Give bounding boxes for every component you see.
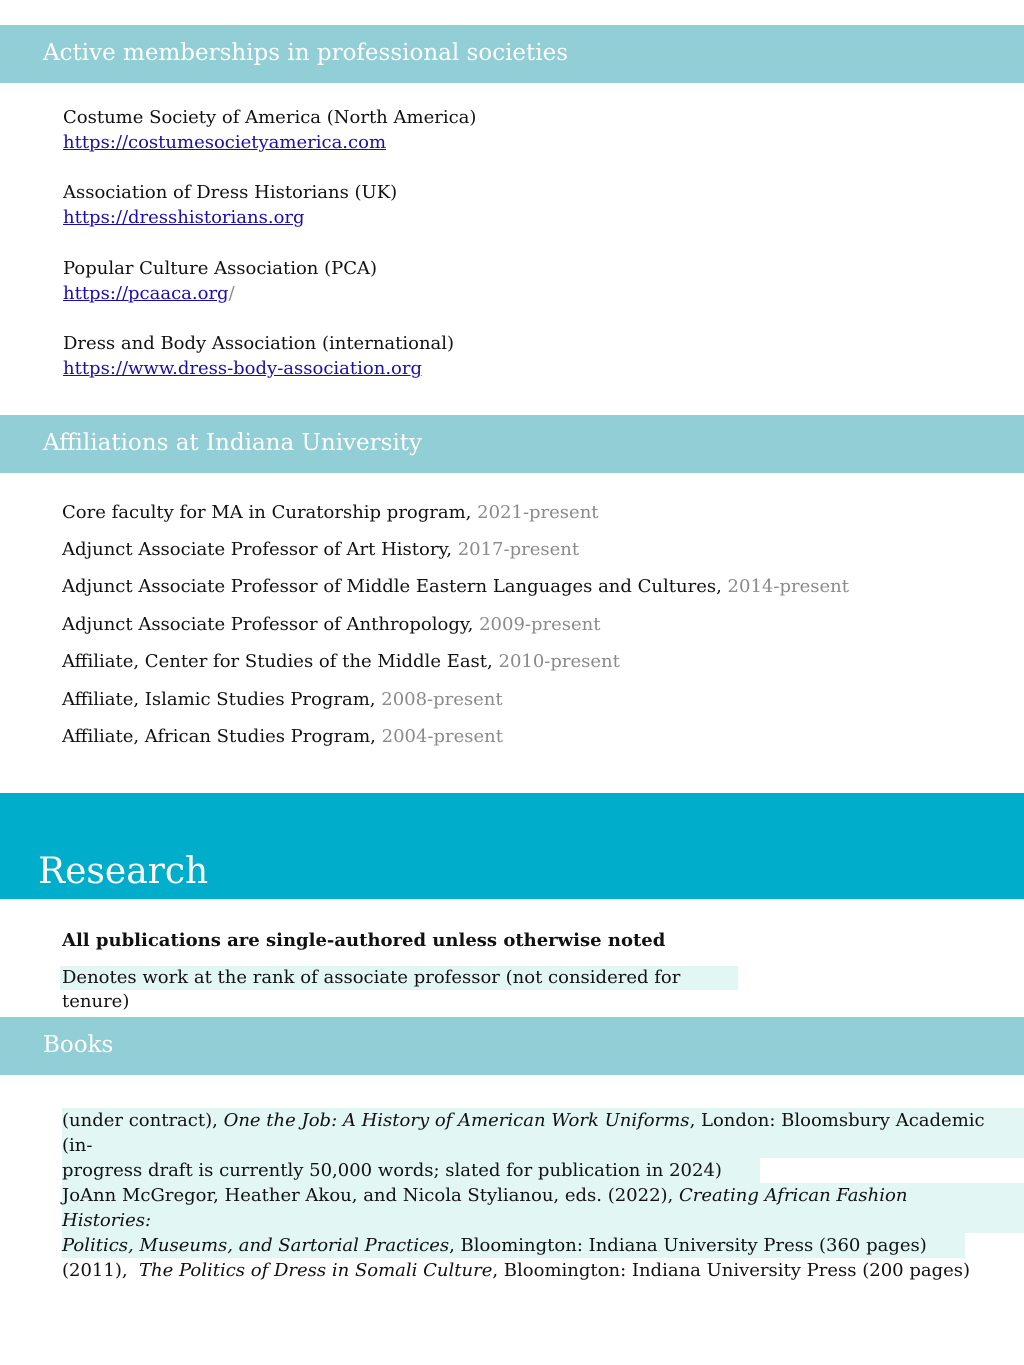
book-text: , Bloomington: Indiana University Press (200 pages) [492, 1260, 971, 1281]
affiliation-role: Adjunct Associate Professor of Art History, [62, 539, 452, 560]
membership-link[interactable]: https://costumesocietyamerica.com [63, 132, 387, 153]
book-entry [62, 1258, 970, 1283]
book-title: The Politics of Dress in Somali Culture [139, 1260, 493, 1281]
membership-item [63, 105, 476, 155]
book-text: (2011), [62, 1260, 140, 1281]
link-suffix: / [228, 283, 235, 304]
affiliation-years: 2009-present [479, 614, 601, 635]
memberships-header [0, 25, 1024, 83]
affiliation-role: Adjunct Associate Professor of Anthropology, [62, 614, 474, 635]
affiliations-header [0, 415, 1024, 473]
affiliation-years: 2008-present [381, 689, 503, 710]
book-text: JoAnn McGregor, Heather Akou, and Nicola Stylianou, eds. (2022), [62, 1185, 680, 1206]
affiliation-item [62, 576, 849, 597]
affiliation-item [62, 689, 503, 710]
membership-link[interactable]: https://dresshistorians.org [63, 207, 305, 228]
affiliation-role: Affiliate, Islamic Studies Program, [62, 689, 376, 710]
affiliation-years: 2021-present [477, 502, 599, 523]
membership-name: Popular Culture Association (PCA) [63, 258, 378, 279]
book-entry [62, 1108, 1024, 1183]
membership-name: Costume Society of America (North America) [63, 107, 477, 128]
affiliation-role: Affiliate, African Studies Program, [62, 726, 376, 747]
affiliation-item [62, 651, 620, 672]
affiliation-item [62, 614, 601, 635]
highlight-legend: Denotes work at the rank of associate professor (not considered for tenure) [60, 966, 738, 990]
book-text: (under contract), [62, 1110, 224, 1131]
book-title: Creating African Fashion Histories: [62, 1185, 908, 1231]
book-line [62, 1108, 1024, 1158]
book-text: , Bloomington: Indiana University Press (360 pages) [449, 1235, 927, 1256]
affiliation-item [62, 502, 599, 523]
affiliation-item [62, 726, 503, 747]
affiliation-years: 2017-present [457, 539, 580, 560]
affiliation-item [62, 539, 579, 560]
membership-item [63, 180, 397, 230]
book-entry [62, 1183, 1024, 1258]
membership-link[interactable]: https://pcaaca.org [63, 283, 229, 304]
affiliation-years: 2004-present [381, 726, 504, 747]
affiliation-years: 2014-present [727, 576, 849, 597]
books-header [0, 1017, 1024, 1075]
membership-link[interactable]: https://www.dress-body-association.org [63, 358, 423, 379]
books-heading: Books [43, 1032, 114, 1058]
book-text: progress draft is currently 50,000 words; slated for publication in 2024) [62, 1160, 722, 1181]
book-line [62, 1233, 965, 1258]
affiliation-role: Affiliate, Center for Studies of the Middle East, [62, 651, 493, 672]
research-heading: Research [38, 851, 209, 892]
membership-name: Association of Dress Historians (UK) [63, 182, 398, 203]
book-line [62, 1158, 760, 1183]
book-text: , London: Bloomsbury Academic (in- [62, 1110, 985, 1156]
affiliations-heading: Affiliations at Indiana University [43, 430, 423, 456]
membership-item [63, 331, 454, 381]
membership-item [63, 256, 377, 306]
affiliation-years: 2010-present [498, 651, 620, 672]
membership-name: Dress and Body Association (international) [63, 333, 455, 354]
book-line [62, 1183, 1024, 1233]
publications-note: All publications are single-authored unless otherwise noted [62, 930, 666, 951]
affiliation-role: Core faculty for MA in Curatorship program, [62, 502, 472, 523]
affiliation-role: Adjunct Associate Professor of Middle Eastern Languages and Cultures, [62, 576, 722, 597]
book-title: One the Job: A History of American Work Uniforms [223, 1110, 690, 1131]
memberships-heading: Active memberships in professional societies [43, 40, 569, 66]
book-title: Politics, Museums, and Sartorial Practices [62, 1235, 450, 1256]
